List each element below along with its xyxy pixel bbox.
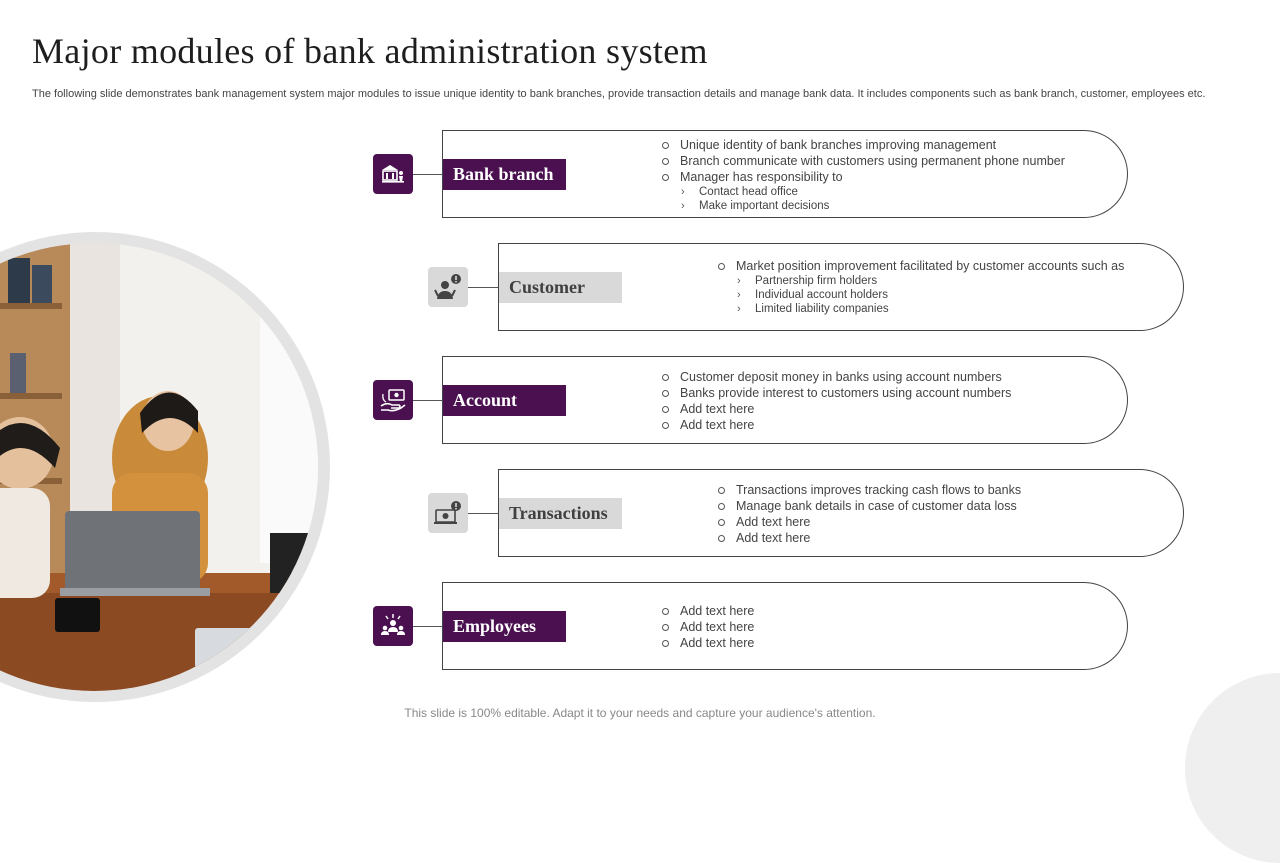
list-item: Add text here xyxy=(718,514,1021,530)
slide-title: Major modules of bank administration system xyxy=(32,31,708,71)
list-sub-item: › Individual account holders xyxy=(718,288,1124,302)
list-sub-item: › Limited liability companies xyxy=(718,302,1124,316)
list-sub-item: › Contact head office xyxy=(662,185,1065,199)
list-item: Add text here xyxy=(662,635,754,651)
module-label-transactions: Transactions xyxy=(499,498,622,529)
list-item: Branch communicate with customers using permanent phone number xyxy=(662,153,1065,169)
connector-line xyxy=(413,626,443,627)
list-item: Manage bank details in case of customer data loss xyxy=(718,498,1021,514)
list-item: Unique identity of bank branches improving management xyxy=(662,137,1065,153)
list-item: Market position improvement facilitated by customer accounts such as xyxy=(718,258,1124,274)
module-bullets-transactions xyxy=(718,482,1021,546)
slide-subtitle: The following slide demonstrates bank management system major modules to issue unique identity to bank branches, provide transaction details and manage bank data. It includes components such as bank branch, customer, employees etc. xyxy=(32,88,1206,100)
customer-icon xyxy=(428,267,468,307)
list-item: Add text here xyxy=(662,603,754,619)
connector-line xyxy=(413,174,443,175)
module-label-bank-branch: Bank branch xyxy=(443,159,566,190)
module-bullets-customer xyxy=(718,258,1124,316)
module-label-customer: Customer xyxy=(499,272,622,303)
list-item: Add text here xyxy=(718,530,1021,546)
module-bullets-account xyxy=(662,369,1011,433)
module-bullets-bank-branch xyxy=(662,137,1065,213)
list-sub-item: › Make important decisions xyxy=(662,199,1065,213)
module-label-employees: Employees xyxy=(443,611,566,642)
transactions-icon xyxy=(428,493,468,533)
module-label-account: Account xyxy=(443,385,566,416)
list-item: Add text here xyxy=(662,619,754,635)
decorative-corner-circle xyxy=(1185,673,1280,863)
list-item: Transactions improves tracking cash flows to banks xyxy=(718,482,1021,498)
list-item: Customer deposit money in banks using account numbers xyxy=(662,369,1011,385)
bank-branch-icon xyxy=(373,154,413,194)
list-item: Add text here xyxy=(662,417,1011,433)
list-sub-item: › Partnership firm holders xyxy=(718,274,1124,288)
connector-line xyxy=(413,400,443,401)
list-item: Banks provide interest to customers using account numbers xyxy=(662,385,1011,401)
connector-line xyxy=(468,513,498,514)
list-item: Manager has responsibility to xyxy=(662,169,1065,185)
list-item: Add text here xyxy=(662,401,1011,417)
account-icon xyxy=(373,380,413,420)
connector-line xyxy=(468,287,498,288)
footer-note: This slide is 100% editable. Adapt it to your needs and capture your audience's attention. xyxy=(404,706,876,720)
employees-icon xyxy=(373,606,413,646)
module-bullets-employees xyxy=(662,603,754,651)
